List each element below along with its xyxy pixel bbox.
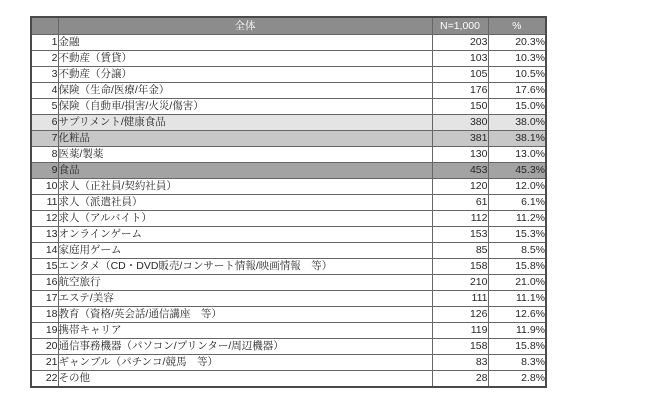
category-cell: 不動産（賃貸）	[58, 51, 432, 67]
n-value-cell: 130	[432, 147, 488, 163]
n-value-cell: 61	[432, 195, 488, 211]
percent-cell: 38.0%	[488, 115, 546, 131]
table-row	[31, 35, 546, 51]
percent-cell: 45.3%	[488, 163, 546, 179]
percent-cell: 17.6%	[488, 83, 546, 99]
col-header-n: N=1,000	[432, 17, 488, 35]
table-row	[31, 259, 546, 275]
table-row	[31, 147, 546, 163]
n-value-cell: 453	[432, 163, 488, 179]
category-cell: 金融	[58, 35, 432, 51]
table-row	[31, 355, 546, 371]
percent-cell: 11.1%	[488, 291, 546, 307]
n-value-cell: 112	[432, 211, 488, 227]
percent-cell: 11.9%	[488, 323, 546, 339]
table-row	[31, 67, 546, 83]
table-row	[31, 307, 546, 323]
category-cell: 医薬/製薬	[58, 147, 432, 163]
n-value-cell: 103	[432, 51, 488, 67]
category-cell: エンタメ（CD・DVD販売/コンサート情報/映画情報 等）	[58, 259, 432, 275]
n-value-cell: 210	[432, 275, 488, 291]
table-row	[31, 243, 546, 259]
table-row	[31, 291, 546, 307]
category-cell: 食品	[58, 163, 432, 179]
category-cell: 求人（正社員/契約社員）	[58, 179, 432, 195]
table-row	[31, 163, 546, 179]
table-row	[31, 371, 546, 388]
table-row	[31, 195, 546, 211]
col-header-percent: %	[488, 17, 546, 35]
row-number-cell: 21	[31, 355, 58, 371]
table-body	[31, 35, 546, 388]
col-header-number	[31, 17, 58, 35]
n-value-cell: 105	[432, 67, 488, 83]
category-cell: 求人（アルバイト）	[58, 211, 432, 227]
header-row	[31, 17, 546, 35]
row-number-cell: 5	[31, 99, 58, 115]
row-number-cell: 11	[31, 195, 58, 211]
category-cell: オンラインゲーム	[58, 227, 432, 243]
percent-cell: 20.3%	[488, 35, 546, 51]
percent-cell: 15.3%	[488, 227, 546, 243]
percent-cell: 15.8%	[488, 259, 546, 275]
row-number-cell: 18	[31, 307, 58, 323]
category-cell: 不動産（分譲）	[58, 67, 432, 83]
n-value-cell: 119	[432, 323, 488, 339]
row-number-cell: 15	[31, 259, 58, 275]
n-value-cell: 158	[432, 339, 488, 355]
percent-cell: 2.8%	[488, 371, 546, 388]
n-value-cell: 120	[432, 179, 488, 195]
table-row	[31, 115, 546, 131]
row-number-cell: 20	[31, 339, 58, 355]
category-cell: 保険（自動車/損害/火災/傷害）	[58, 99, 432, 115]
percent-cell: 10.3%	[488, 51, 546, 67]
n-value-cell: 150	[432, 99, 488, 115]
table-row	[31, 99, 546, 115]
percent-cell: 13.0%	[488, 147, 546, 163]
row-number-cell: 7	[31, 131, 58, 147]
n-value-cell: 176	[432, 83, 488, 99]
category-cell: ギャンブル（パチンコ/競馬 等）	[58, 355, 432, 371]
percent-cell: 12.0%	[488, 179, 546, 195]
table-row	[31, 179, 546, 195]
percent-cell: 8.5%	[488, 243, 546, 259]
category-cell: サプリメント/健康食品	[58, 115, 432, 131]
row-number-cell: 1	[31, 35, 58, 51]
row-number-cell: 14	[31, 243, 58, 259]
category-cell: 家庭用ゲーム	[58, 243, 432, 259]
n-value-cell: 111	[432, 291, 488, 307]
row-number-cell: 3	[31, 67, 58, 83]
n-value-cell: 381	[432, 131, 488, 147]
percent-cell: 6.1%	[488, 195, 546, 211]
category-cell: エステ/美容	[58, 291, 432, 307]
percent-cell: 8.3%	[488, 355, 546, 371]
table-row	[31, 83, 546, 99]
table-row	[31, 275, 546, 291]
row-number-cell: 6	[31, 115, 58, 131]
percent-cell: 38.1%	[488, 131, 546, 147]
table-row	[31, 323, 546, 339]
row-number-cell: 16	[31, 275, 58, 291]
row-number-cell: 13	[31, 227, 58, 243]
table-row	[31, 211, 546, 227]
n-value-cell: 153	[432, 227, 488, 243]
row-number-cell: 12	[31, 211, 58, 227]
category-cell: その他	[58, 371, 432, 388]
category-cell: 通信事務機器（パソコン/プリンター/周辺機器）	[58, 339, 432, 355]
row-number-cell: 22	[31, 371, 58, 388]
category-cell: 化粧品	[58, 131, 432, 147]
n-value-cell: 126	[432, 307, 488, 323]
table-header	[31, 17, 546, 35]
row-number-cell: 17	[31, 291, 58, 307]
col-header-overall: 全体	[58, 17, 432, 35]
category-cell: 携帯キャリア	[58, 323, 432, 339]
table-row	[31, 51, 546, 67]
percent-cell: 21.0%	[488, 275, 546, 291]
n-value-cell: 28	[432, 371, 488, 388]
percent-cell: 12.6%	[488, 307, 546, 323]
row-number-cell: 10	[31, 179, 58, 195]
category-cell: 保険（生命/医療/年金）	[58, 83, 432, 99]
row-number-cell: 9	[31, 163, 58, 179]
n-value-cell: 83	[432, 355, 488, 371]
n-value-cell: 85	[432, 243, 488, 259]
table-row	[31, 131, 546, 147]
survey-table	[30, 16, 547, 388]
row-number-cell: 2	[31, 51, 58, 67]
n-value-cell: 380	[432, 115, 488, 131]
row-number-cell: 8	[31, 147, 58, 163]
category-cell: 航空旅行	[58, 275, 432, 291]
percent-cell: 11.2%	[488, 211, 546, 227]
row-number-cell: 19	[31, 323, 58, 339]
percent-cell: 15.8%	[488, 339, 546, 355]
n-value-cell: 203	[432, 35, 488, 51]
row-number-cell: 4	[31, 83, 58, 99]
percent-cell: 10.5%	[488, 67, 546, 83]
category-cell: 教育（資格/英会話/通信講座 等）	[58, 307, 432, 323]
table-row	[31, 339, 546, 355]
table-row	[31, 227, 546, 243]
category-cell: 求人（派遣社員）	[58, 195, 432, 211]
n-value-cell: 158	[432, 259, 488, 275]
percent-cell: 15.0%	[488, 99, 546, 115]
